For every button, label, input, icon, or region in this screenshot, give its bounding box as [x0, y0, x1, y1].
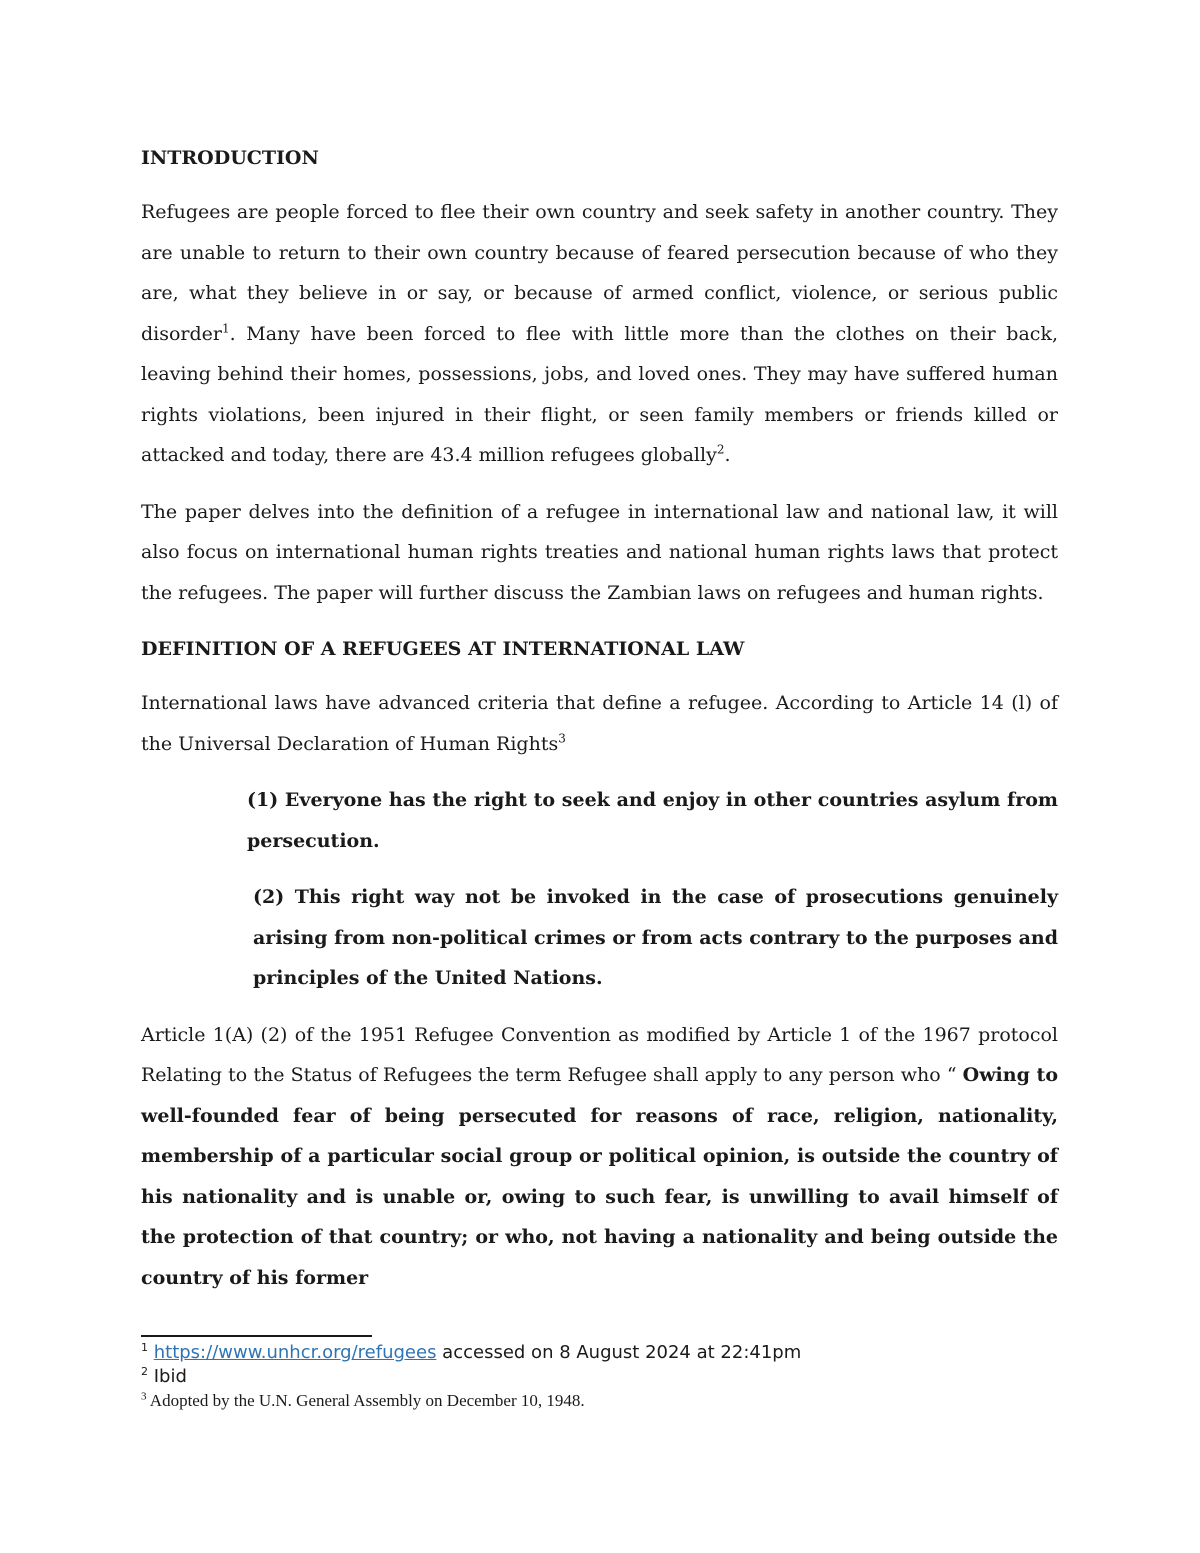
footnote-ref-2[interactable]: 2: [716, 442, 725, 457]
intro-p1-text-c: .: [724, 444, 731, 466]
def-p1-text: International laws have advanced criteria that define a refugee. According to Article 14 (l) of the Universal Declaration of Human Rights: [141, 692, 1058, 755]
intro-paragraph-2: The paper delves into the definition of a refugee in international law and national law, it will also focus on international human rights treaties and national human rights laws that protect the refugees. The paper will further discuss the Zambian laws on refugees and human rights.: [141, 500, 1058, 604]
def-p2-text: Article 1(A) (2) of the 1951 Refugee Convention as modified by Article 1 of the 1967 protocol Relating to the Status of Refugees the term Refugee shall apply to any person who “: [141, 1023, 1058, 1086]
footnote-2-text: Ibid: [148, 1366, 187, 1387]
footnote-1-number: 1: [141, 1341, 148, 1354]
footnote-ref-1[interactable]: 1: [222, 321, 230, 336]
footnote-3-number: 3: [141, 1390, 147, 1403]
intro-p1-text-a: Refugees are people forced to flee their own country and seek safety in another country. They are unable to return to their own country because of feared persecution because of who they are, what they believe in or say, or because of armed conflict, violence, or serious public disorder: [141, 201, 1058, 345]
introduction-heading: INTRODUCTION: [141, 147, 319, 169]
footnotes: [141, 1341, 1058, 1413]
def-p2-bold-text: Owing to well-founded fear of being persecuted for reasons of race, religion, nationality, membership of a particular social group or political opinion, is outside the country of his nationality and is unable or, owing to such fear, is unwilling to avail himself of the protection of that country; or who, not having a nationality and being outside the country of his former: [141, 1064, 1058, 1289]
footnote-ref-3[interactable]: 3: [558, 731, 566, 746]
udhr-quote-2: (2) This right way not be invoked in the case of prosecutions genuinely arising from non-political crimes or from acts contrary to the purposes and principles of the United Nations.: [253, 886, 1058, 989]
footnote-separator: [141, 1335, 372, 1337]
footnote-1: [141, 1341, 1058, 1365]
footnote-1-link[interactable]: https://www.unhcr.org/refugees: [153, 1342, 437, 1363]
footnote-1-text: accessed on 8 August 2024 at 22:41pm: [436, 1342, 802, 1363]
footnote-2: [141, 1365, 1058, 1389]
intro-paragraph-1: [141, 192, 1058, 476]
udhr-quote-1: (1) Everyone has the right to seek and enjoy in other countries asylum from persecution.: [247, 789, 1058, 852]
footnote-3-text: Adopted by the U.N. General Assembly on December 10, 1948.: [146, 1391, 585, 1410]
document-body: [141, 138, 1058, 1314]
definition-paragraph-1: [141, 683, 1058, 764]
definition-paragraph-2: [141, 1015, 1058, 1299]
footnote-2-number: 2: [141, 1365, 148, 1378]
definition-heading: DEFINITION OF A REFUGEES AT INTERNATIONAL LAW: [141, 638, 745, 660]
intro-p1-text-b: . Many have been forced to flee with little more than the clothes on their back, leaving behind their homes, possessions, jobs, and loved ones. They may have suffered human rights violations, been injured in their flight, or seen family members or friends killed or attacked and today, there are 43.4 million refugees globally: [141, 322, 1058, 466]
footnote-3: [141, 1389, 1058, 1413]
